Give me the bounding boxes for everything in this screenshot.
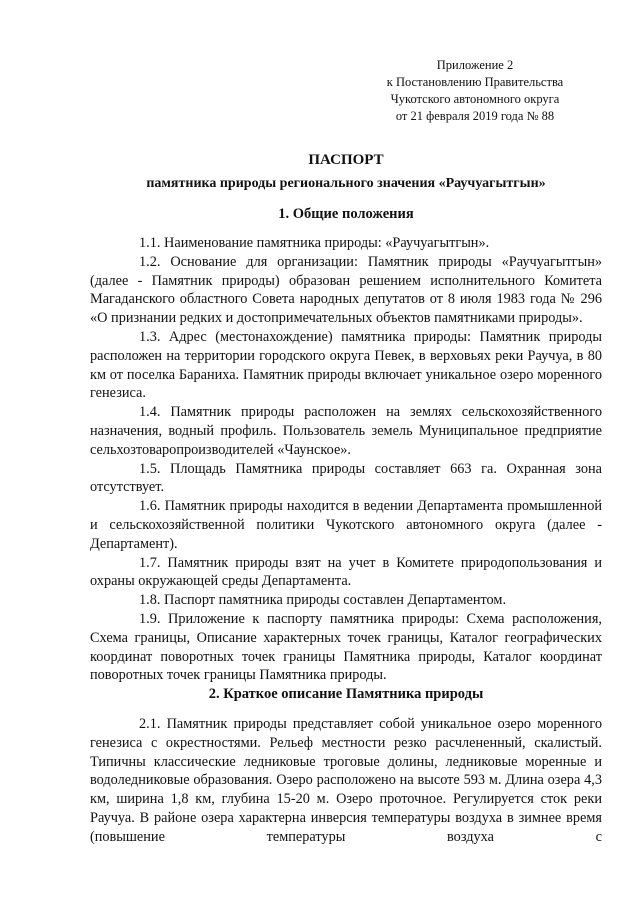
paragraph-1-5: 1.5. Площадь Памятника природы составляет 663 га. Охранная зона отсутствует. <box>90 460 602 496</box>
appendix-line-4: от 21 февраля 2019 года № 88 <box>395 109 555 123</box>
appendix-line-1: Приложение 2 <box>436 58 514 72</box>
paragraph-1-2: 1.2. Основание для организации: Памятник природы «Раучуагытгын» (далее - Памятник природы) образован решением исполнительного Комитета Магаданского областного Совета народных депутатов от 8 июля 1983 года № 296 «О признании редких и достопримечательных объектов памятниками природы». <box>90 253 602 327</box>
paragraph-1-8: 1.8. Паспорт памятника природы составлен Департаментом. <box>139 592 507 609</box>
appendix-line-3: Чукотского автономного округа <box>390 92 560 106</box>
section-2-heading: 2. Краткое описание Памятника природы <box>208 686 484 702</box>
document-subtitle: памятника природы регионального значения «Раучуагытгын» <box>146 176 546 191</box>
section-1-body <box>90 234 602 685</box>
section-1-heading: 1. Общие положения <box>278 206 414 222</box>
paragraph-1-6: 1.6. Памятник природы находится в ведении Департамента промышленной и сельскохозяйственной политики Чукотского автономного округа (далее - Департамент). <box>90 498 602 552</box>
document-title: ПАСПОРТ <box>308 152 384 168</box>
paragraph-2-1: 2.1. Памятник природы представляет собой уникальное озеро моренного генезиса с окрестностями. Рельеф местности резко расчлененный, скалистый. Типичны классические ледниковые троговые долины, ледниковые моренные и водоледниковые образования. Озеро расположено на высоте 593 м. Длина озера 4,3 км, ширина 1,8 км, глубина 15-20 м. Озеро проточное. Регулируется сток реки Раучуа. В районе озера характерна инверсия температуры воздуха в зимнее время (повышение температуры воздуха с <box>90 716 602 845</box>
paragraph-1-4: 1.4. Памятник природы расположен на землях сельскохозяйственного назначения, водный профиль. Пользователь земель Муниципальное предприятие сельхозтоваропроизводителей «Чаунское». <box>90 404 602 458</box>
appendix-block <box>370 57 580 125</box>
paragraph-1-1: 1.1. Наименование памятника природы: «Раучуагытгын». <box>139 235 490 251</box>
paragraph-1-3: 1.3. Адрес (местонахождение) памятника природы: Памятник природы расположен на территории городского округа Певек, в верховьях реки Раучуа, в 80 км от поселка Бараниха. Памятник природы включает уникальное озеро моренного генезиса. <box>90 328 602 402</box>
appendix-line-2: к Постановлению Правительства <box>386 75 564 89</box>
section-2-body <box>90 715 602 847</box>
paragraph-1-7: 1.7. Памятник природы взят на учет в Комитете природопользования и охраны окружающей среды Департамента. <box>90 554 602 590</box>
paragraph-1-9: 1.9. Приложение к паспорту памятника природы: Схема расположения, Схема границы, Описание характерных точек границы, Каталог географических координат поворотных точек границы Памятника природы, Каталог координат поворотных точек границы Памятника природы. <box>90 610 602 684</box>
